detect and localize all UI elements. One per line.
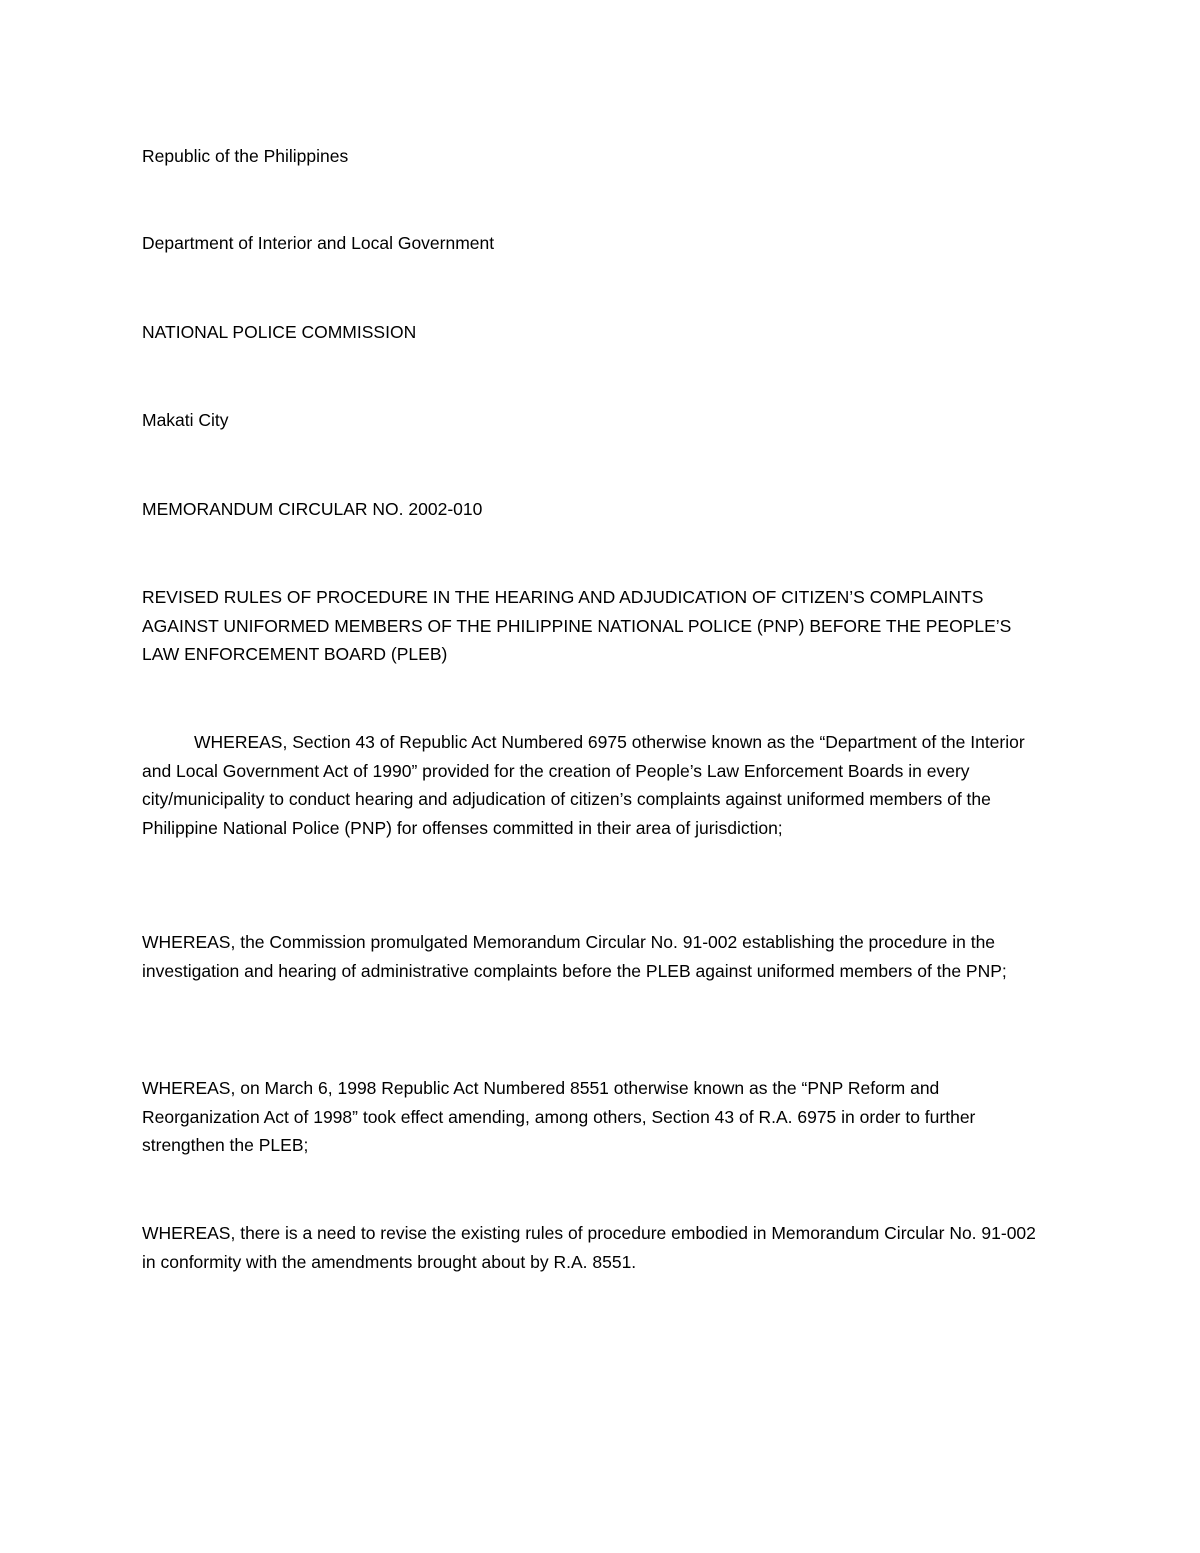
whereas-paragraph-3: WHEREAS, on March 6, 1998 Republic Act Numbered 8551 otherwise known as the “PNP Reform and Reorganization Act of 1998” took effect amending, among others, Section 43 of R.A. 6975 in order to further strengthen the PLEB; [142, 1078, 976, 1155]
memo-title: REVISED RULES OF PROCEDURE IN THE HEARING AND ADJUDICATION OF CITIZEN’S COMPLAINTS AGAINST UNIFORMED MEMBERS OF THE PHILIPPINE NATIONAL POLICE (PNP) BEFORE THE PEOPLE’S LAW ENFORCEMENT BOARD (PLEB) [142, 587, 1012, 664]
whereas-paragraph-4: WHEREAS, there is a need to revise the existing rules of procedure embodied in Memorandum Circular No. 91-002 in conformity with the amendments brought about by R.A. 8551. [142, 1223, 1036, 1272]
whereas-paragraph-1: WHEREAS, Section 43 of Republic Act Numbered 6975 otherwise known as the “Department of the Interior and Local Government Act of 1990” provided for the creation of People’s Law Enforcement Boards in every city/municipality to conduct hearing and adjudication of citizen’s complaints against uniformed members of the Philippine National Police (PNP) for offenses committed in their area of jurisdiction; [142, 732, 1025, 838]
whereas-paragraph-2: WHEREAS, the Commission promulgated Memorandum Circular No. 91-002 establishing the procedure in the investigation and hearing of administrative complaints before the PLEB against uniformed members of the PNP; [142, 932, 1007, 981]
republic-heading: Republic of the Philippines [142, 146, 349, 166]
commission-heading: NATIONAL POLICE COMMISSION [142, 322, 417, 342]
department-heading: Department of Interior and Local Government [142, 233, 495, 253]
memo-number: MEMORANDUM CIRCULAR NO. 2002-010 [142, 499, 483, 519]
city-heading: Makati City [142, 410, 229, 430]
